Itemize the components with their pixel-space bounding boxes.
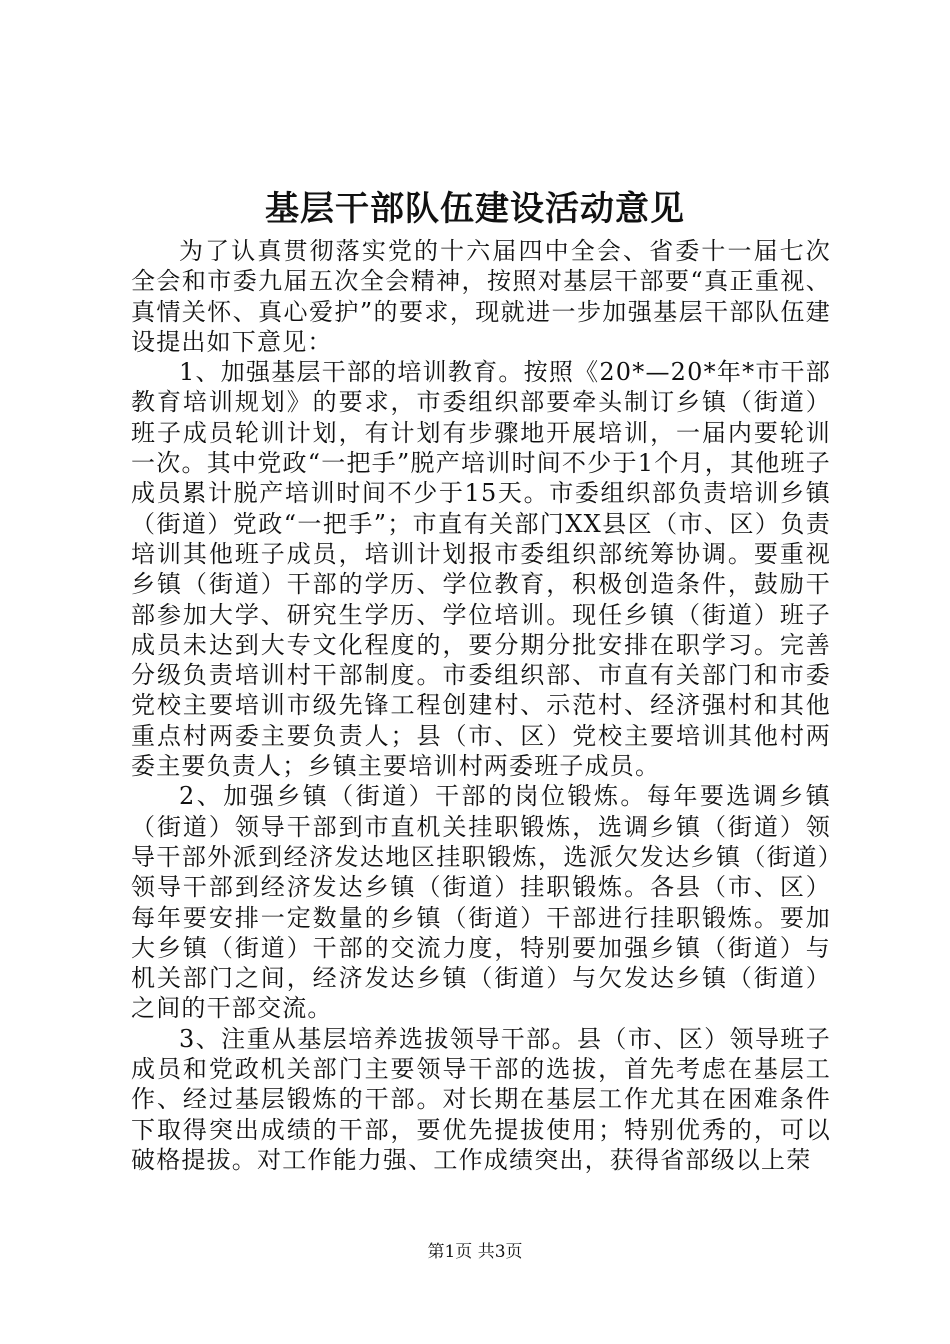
document-title: 基层干部队伍建设活动意见 bbox=[265, 189, 685, 229]
document-body bbox=[131, 236, 831, 1175]
paragraph-item-2: 2、加强乡镇（街道）干部的岗位锻炼。每年要选调乡镇（街道）领导干部到市直机关挂职锻炼，选调乡镇（街道）领导干部外派到经济发达地区挂职锻炼，选派欠发达乡镇（街道）领导干部到经济发达乡镇（街道）挂职锻炼。各县（市、区）每年要安排一定数量的乡镇（街道）干部进行挂职锻炼。要加大乡镇（街道）干部的交流力度，特别要加强乡镇（街道）与机关部门之间，经济发达乡镇（街道）与欠发达乡镇（街道）之间的干部交流。 bbox=[131, 782, 831, 1023]
paragraph-item-3: 3、注重从基层培养选拔领导干部。县（市、区）领导班子成员和党政机关部门主要领导干部的选拔，首先考虑在基层工作、经过基层锻炼的干部。对长期在基层工作尤其在困难条件下取得突出成绩的干部，要优先提拔使用；特别优秀的，可以破格提拔。对工作能力强、工作成绩突出，获得省部级以上荣 bbox=[131, 1024, 831, 1174]
paragraph-item-1: 1、加强基层干部的培训教育。按照《20*—20*年*市干部教育培训规划》的要求，市委组织部要牵头制订乡镇（街道）班子成员轮训计划，有计划有步骤地开展培训，一届内要轮训一次。其中党政“一把手”脱产培训时间不少于1个月，其他班子成员累计脱产培训时间不少于15天。市委组织部负责培训乡镇（街道）党政“一把手”；市直有关部门XX县区（市、区）负责培训其他班子成员，培训计划报市委组织部统筹协调。要重视乡镇（街道）干部的学历、学位教育，积极创造条件，鼓励干部参加大学、研究生学历、学位培训。现任乡镇（街道）班子成员未达到大专文化程度的，要分期分批安排在职学习。完善分级负责培训村干部制度。市委组织部、市直有关部门和市委党校主要培训市级先锋工程创建村、示范村、经济强村和其他重点村两委主要负责人；县（市、区）党校主要培训其他村两委主要负责人；乡镇主要培训村两委班子成员。 bbox=[131, 358, 831, 781]
page-number-footer: 第1页 共3页 bbox=[427, 1242, 523, 1262]
paragraph-intro: 为了认真贯彻落实党的十六届四中全会、省委十一届七次全会和市委九届五次全会精神，按照对基层干部要“真正重视、真情关怀、真心爱护”的要求，现就进一步加强基层干部队伍建设提出如下意见： bbox=[131, 237, 831, 356]
